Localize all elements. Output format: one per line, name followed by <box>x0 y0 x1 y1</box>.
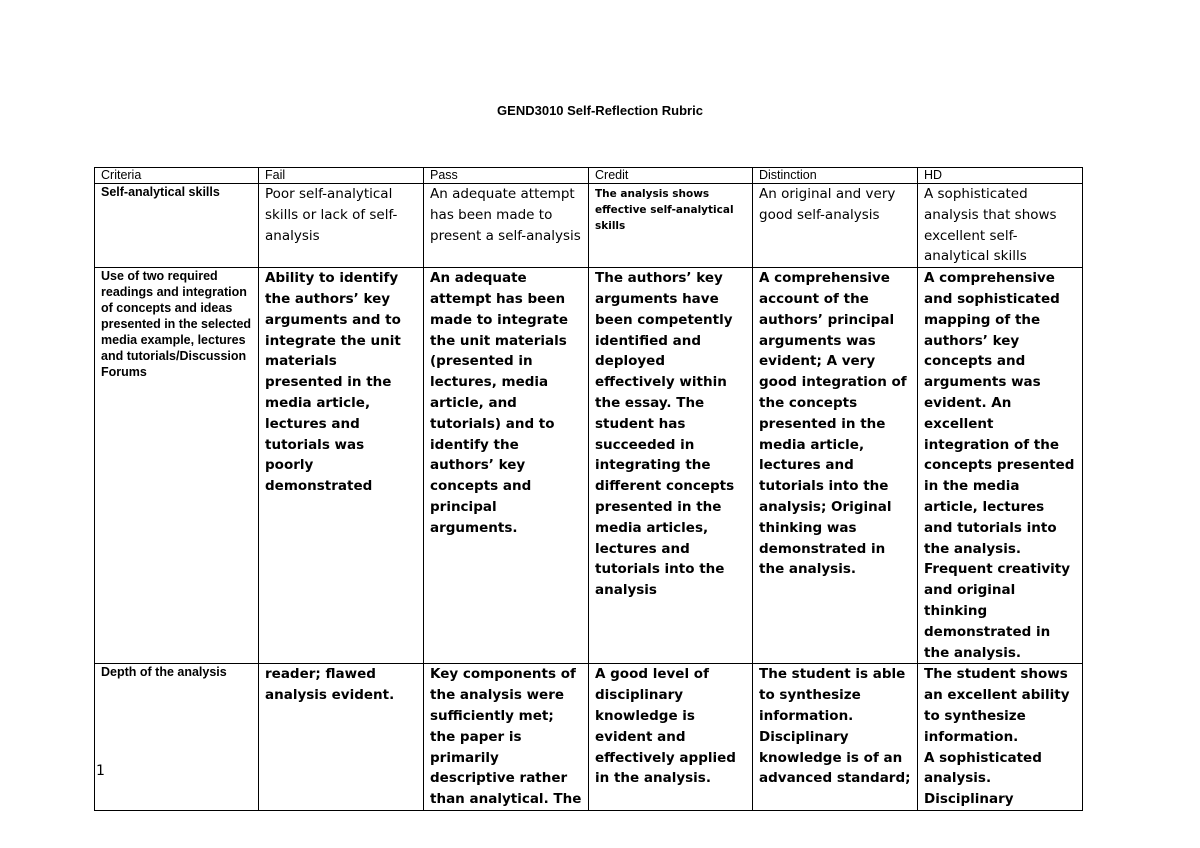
column-header-credit: Credit <box>589 168 753 184</box>
hd-cell <box>918 664 1083 811</box>
criteria-cell: Self-analytical skills <box>95 184 259 268</box>
table-row <box>95 664 1083 811</box>
column-header-distinction: Distinction <box>753 168 918 184</box>
pass-cell: Key components of the analysis were sufficiently met; the paper is primarily descriptive rather than analytical. The <box>424 664 589 811</box>
distinction-cell: The student is able to synthesize information. Disciplinary knowledge is of an advanced standard; <box>753 664 918 811</box>
column-header-criteria: Criteria <box>95 168 259 184</box>
table-row <box>95 184 1083 268</box>
distinction-cell: A comprehensive account of the authors’ principal arguments was evident; A very good integration of the concepts presented in the media article, lectures and tutorials into the analysis; Original thinking was demonstrated in the analysis. <box>753 268 918 664</box>
fail-cell: Ability to identify the authors’ key arguments and to integrate the unit materials presented in the media article, lectures and tutorials was poorly demonstrated <box>259 268 424 664</box>
credit-cell: The analysis shows effective self-analytical skills <box>589 184 753 268</box>
fail-cell: Poor self-analytical skills or lack of self-analysis <box>259 184 424 268</box>
criteria-cell: Use of two required readings and integration of concepts and ideas presented in the selected media example, lectures and tutorials/Discussion Forums <box>95 268 259 664</box>
hd-cell: A comprehensive and sophisticated mapping of the authors’ key concepts and arguments was evident. An excellent integration of the concepts presented in the media article, lectures and tutorials into the analysis. Frequent creativity and original thinking demonstrated in the analysis. <box>918 268 1083 664</box>
hd-cell-line: The student shows an excellent ability to synthesize information. <box>924 666 1070 745</box>
page-number: 1 <box>96 763 105 779</box>
hd-cell-line: A sophisticated analysis. Disciplinary <box>924 749 1042 808</box>
pass-cell: An adequate attempt has been made to present a self-analysis <box>424 184 589 268</box>
table-row <box>95 268 1083 664</box>
hd-cell: A sophisticated analysis that shows excellent self-analytical skills <box>918 184 1083 268</box>
criteria-cell: Depth of the analysis <box>95 664 259 811</box>
credit-cell: A good level of disciplinary knowledge is evident and effectively applied in the analysis. <box>589 664 753 811</box>
pass-cell: An adequate attempt has been made to integrate the unit materials (presented in lectures, media article, and tutorials) and to identify the authors’ key concepts and principal arguments. <box>424 268 589 664</box>
fail-cell: reader; flawed analysis evident. <box>259 664 424 811</box>
column-header-fail: Fail <box>259 168 424 184</box>
column-header-hd: HD <box>918 168 1083 184</box>
distinction-cell: An original and very good self-analysis <box>753 184 918 268</box>
table-header-row <box>95 168 1083 184</box>
column-header-pass: Pass <box>424 168 589 184</box>
rubric-table <box>94 167 1083 811</box>
credit-cell: The authors’ key arguments have been competently identified and deployed effectively within the essay. The student has succeeded in integrating the different concepts presented in the media articles, lectures and tutorials into the analysis <box>589 268 753 664</box>
document-title: GEND3010 Self-Reflection Rubric <box>497 103 703 118</box>
